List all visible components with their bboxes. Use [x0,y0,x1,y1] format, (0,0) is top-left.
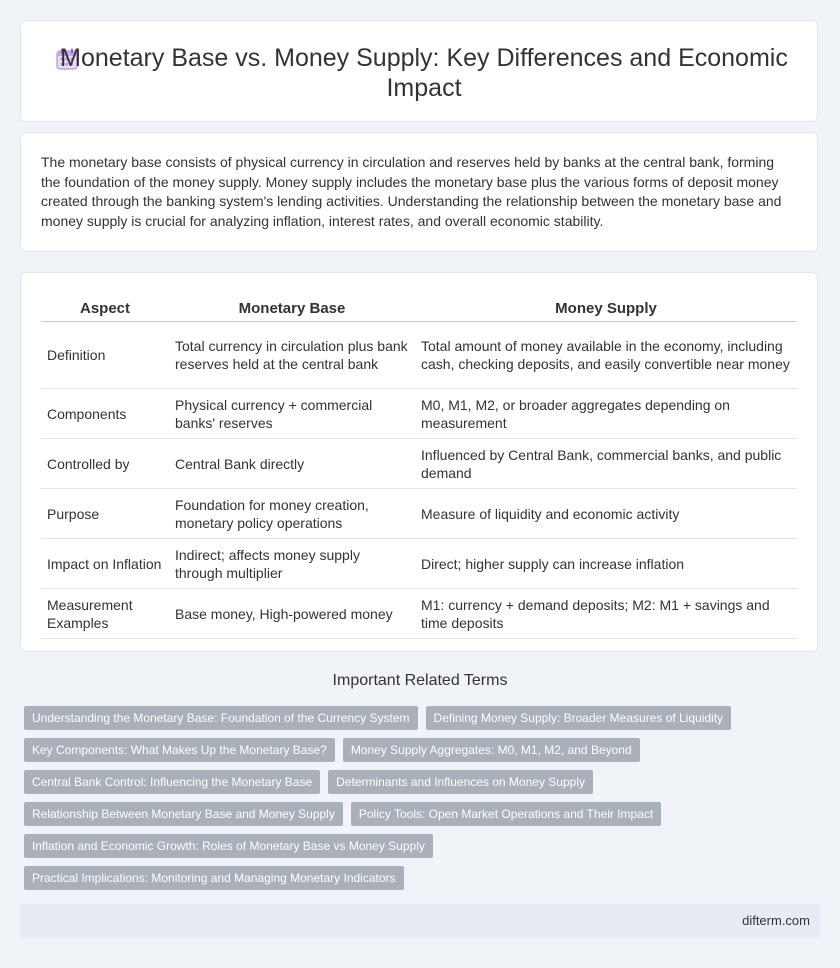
table-row [41,589,797,639]
comparison-table-card [20,272,818,652]
cell-money-supply: Measure of liquidity and economic activity [415,489,797,539]
related-term-link[interactable]: Determinants and Influences on Money Supply [328,770,593,794]
cell-monetary-base: Base money, High-powered money [169,589,415,639]
cell-aspect: Components [41,389,169,439]
cell-monetary-base: Physical currency + commercial banks' reserves [169,389,415,439]
cell-monetary-base: Foundation for money creation, monetary policy operations [169,489,415,539]
table-header-row [41,295,797,322]
related-term-link[interactable]: Relationship Between Monetary Base and Money Supply [24,802,343,826]
footer [20,904,820,938]
header-money-supply: Money Supply [415,295,797,322]
cell-money-supply: M1: currency + demand deposits; M2: M1 + savings and time deposits [415,589,797,639]
related-term-link[interactable]: Practical Implications: Monitoring and Managing Monetary Indicators [24,866,404,890]
cell-money-supply: M0, M1, M2, or broader aggregates depending on measurement [415,389,797,439]
cell-aspect: Controlled by [41,439,169,489]
cell-monetary-base: Central Bank directly [169,439,415,489]
header-card [20,20,818,122]
table-row [41,389,797,439]
header-aspect: Aspect [41,295,169,322]
footer-site-name: difterm.com [742,913,810,928]
cell-money-supply: Direct; higher supply can increase inflation [415,539,797,589]
header-monetary-base: Monetary Base [169,295,415,322]
comparison-table [41,295,797,639]
cell-money-supply: Influenced by Central Bank, commercial banks, and public demand [415,439,797,489]
intro-paragraph: The monetary base consists of physical currency in circulation and reserves held by banks at the central bank, forming the foundation of the money supply. Money supply includes the monetary base plus the various forms of deposit money created through the banking system's lending activities. Understanding the relationship between the monetary base and money supply is crucial for analyzing inflation, interest rates, and overall economic stability. [41,154,782,229]
cell-aspect: Measurement Examples [41,589,169,639]
related-term-link[interactable]: Inflation and Economic Growth: Roles of Monetary Base vs Money Supply [24,834,433,858]
cell-aspect: Purpose [41,489,169,539]
related-term-link[interactable]: Defining Money Supply: Broader Measures of Liquidity [426,706,732,730]
cell-aspect: Definition [41,322,169,389]
intro-card [20,132,818,252]
table-row [41,439,797,489]
related-term-link[interactable]: Money Supply Aggregates: M0, M1, M2, and Beyond [343,738,640,762]
related-term-link[interactable]: Central Bank Control: Influencing the Monetary Base [24,770,320,794]
table-row [41,489,797,539]
related-term-link[interactable]: Key Components: What Makes Up the Monetary Base? [24,738,335,762]
related-terms-list [24,706,804,898]
cell-money-supply: Total amount of money available in the economy, including cash, checking deposits, and easily convertible near money [415,322,797,389]
table-row [41,539,797,589]
cell-monetary-base: Indirect; affects money supply through multiplier [169,539,415,589]
page-title: Monetary Base vs. Money Supply: Key Differences and Economic Impact [60,44,788,102]
cell-monetary-base: Total currency in circulation plus bank reserves held at the central bank [169,322,415,389]
cell-aspect: Impact on Inflation [41,539,169,589]
related-term-link[interactable]: Understanding the Monetary Base: Foundation of the Currency System [24,706,418,730]
table-row [41,322,797,389]
related-terms-title: Important Related Terms [332,672,508,689]
related-term-link[interactable]: Policy Tools: Open Market Operations and Their Impact [351,802,661,826]
